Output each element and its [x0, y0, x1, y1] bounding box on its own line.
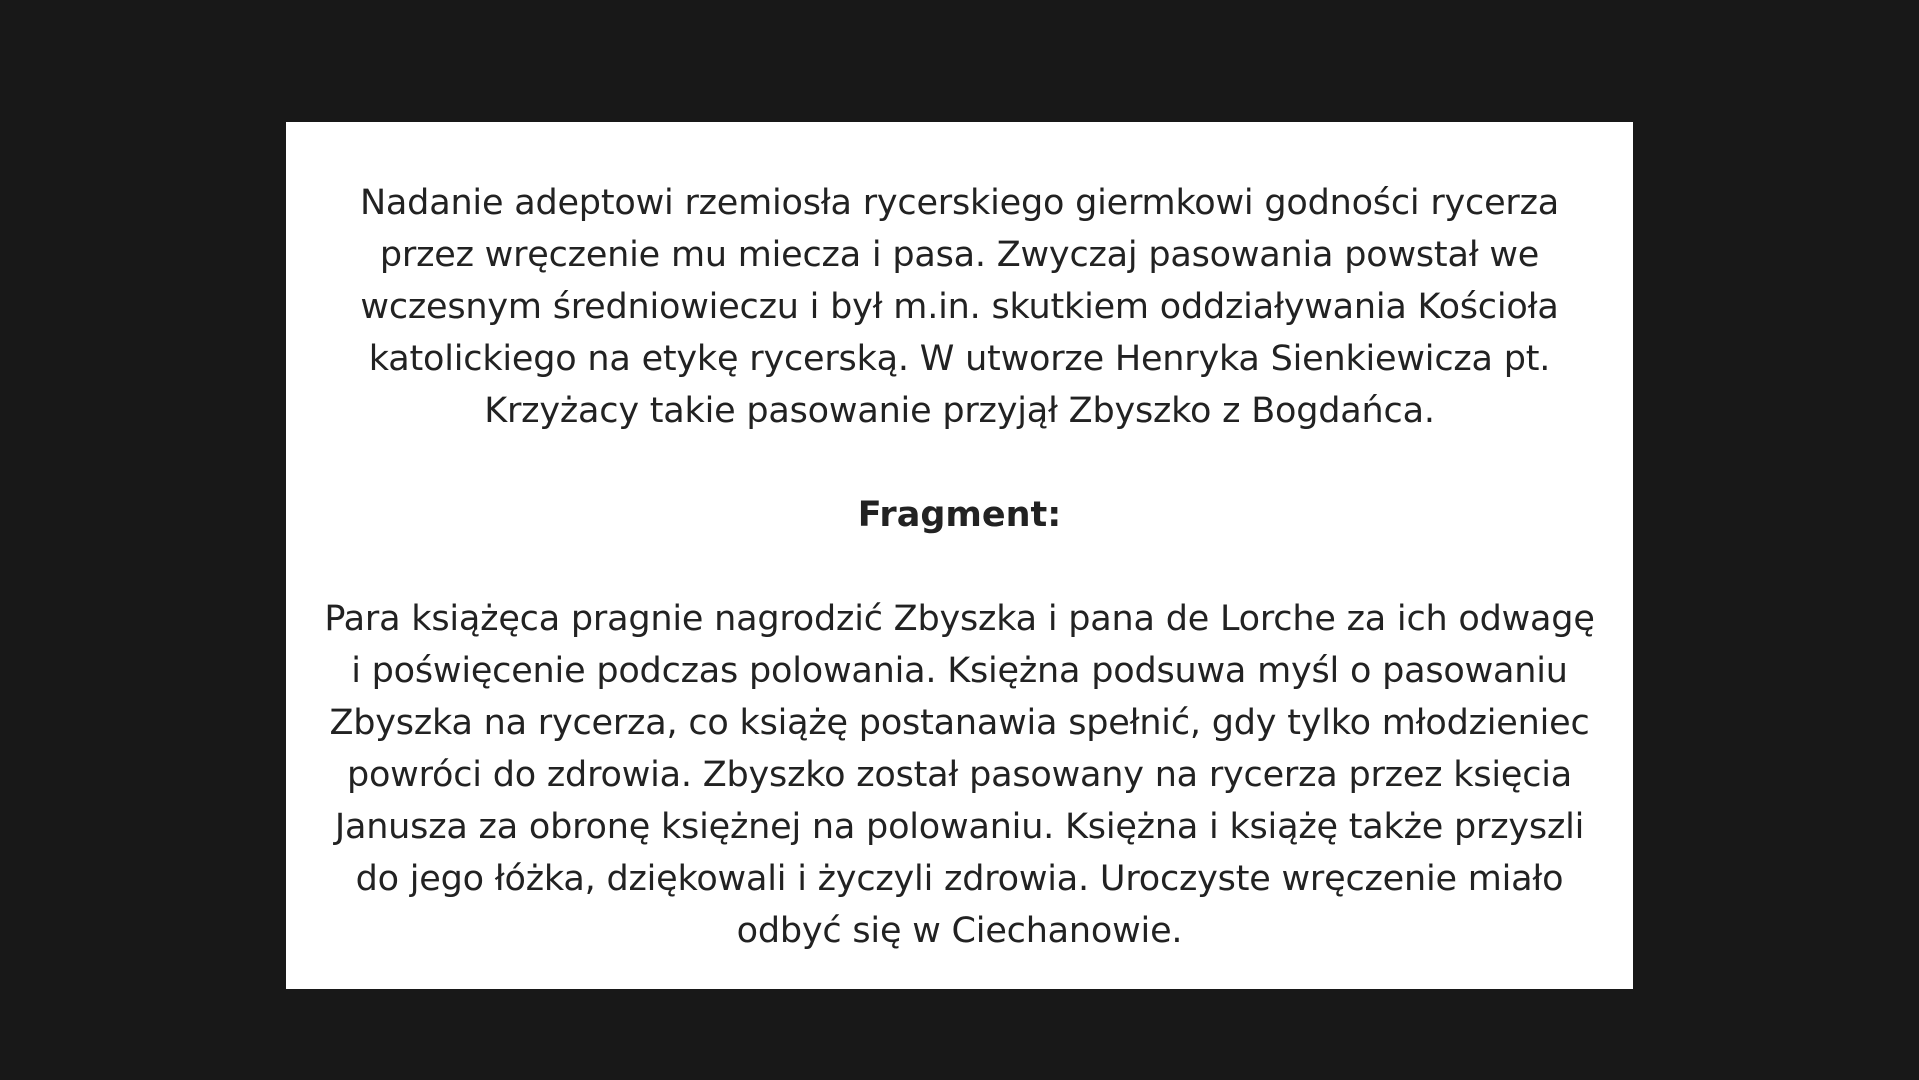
slide-card: [286, 122, 1633, 989]
intro-paragraph: Nadanie adeptowi rzemiosła rycerskiego giermkowi godności rycerza przez wręczenie mu miecza i pasa. Zwyczaj pasowania powstał we wczesnym średniowieczu i był m.in. skutkiem oddziaływania Kościoła katolickiego na etykę rycerską. W utworze Henryka Sienkiewicza pt. Krzyżacy takie pasowanie przyjął Zbyszko z Bogdańca.: [359, 183, 1560, 431]
fragment-paragraph: Para książęca pragnie nagrodzić Zbyszka i pana de Lorche za ich odwagę i poświęcenie podczas polowania. Księżna podsuwa myśl o pasowaniu Zbyszka na rycerza, co książę postanawia spełnić, gdy tylko młodzieniec powróci do zdrowia. Zbyszko został pasowany na rycerza przez księcia Janusza za obronę księżnej na polowaniu. Księżna i książę także przyszli do jego łóżka, dziękowali i życzyli zdrowia. Uroczyste wręczenie miało odbyć się w Ciechanowie.: [324, 599, 1595, 951]
fragment-heading: Fragment:: [857, 495, 1062, 535]
